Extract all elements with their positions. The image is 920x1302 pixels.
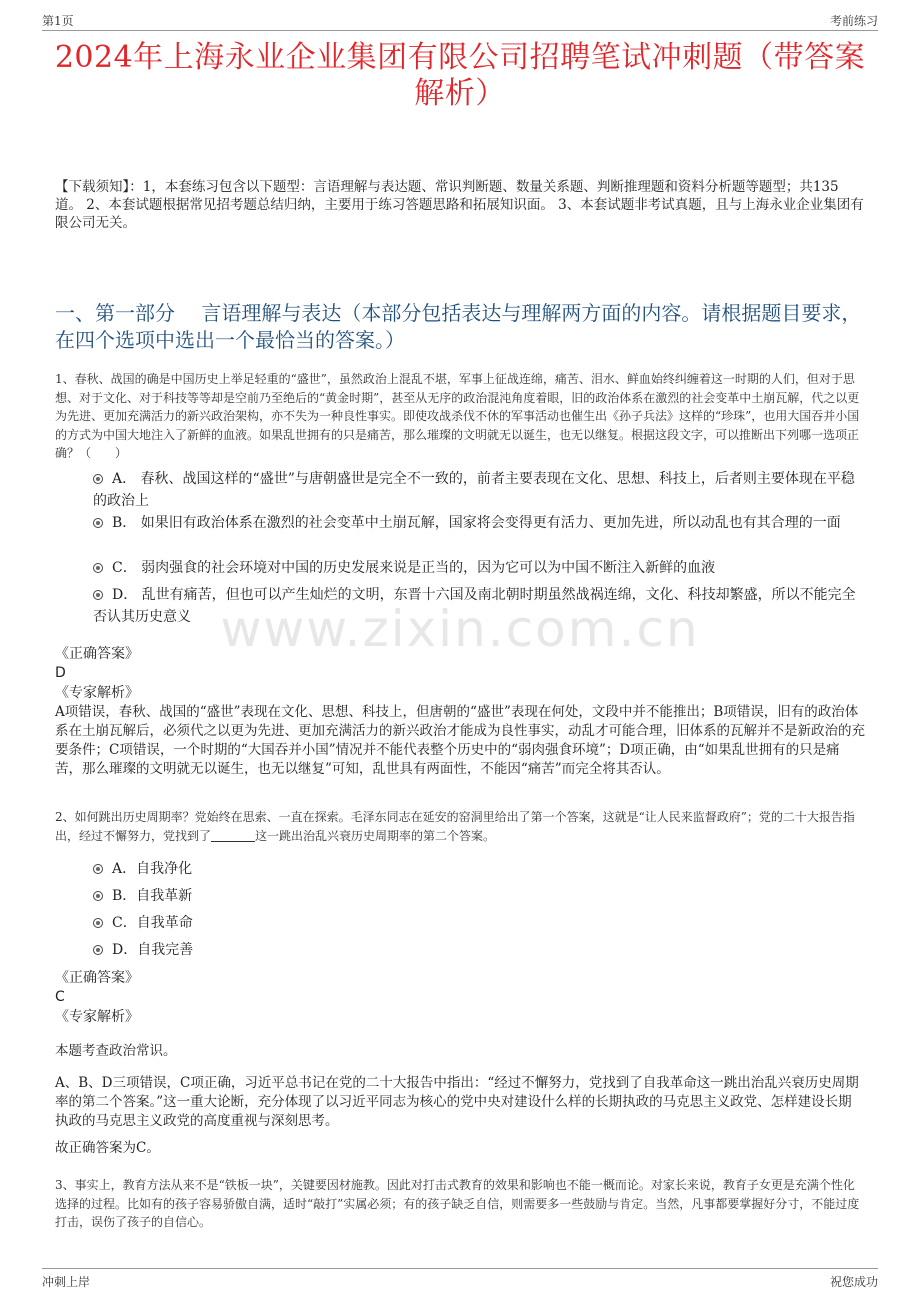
correct-answer: D (55, 665, 66, 681)
page-header (42, 8, 878, 31)
radio-icon[interactable] (93, 945, 103, 955)
footer-left: 冲刺上岸 (42, 1275, 91, 1289)
radio-icon[interactable] (93, 918, 103, 928)
analysis-text: A、B、D三项错误，C项正确，习近平总书记在党的二十大报告中指出：“经过不懈努力，党找到了自我革命这一跳出治乱兴衰历史周期率的第二个答案。”这一重大论断，充分体现了以习近平同志为核心的党中央对建设什么样的长期执政的马克思主义政党、怎样建设长期执政的马克思主义政党的高度重视与深刻思考。 (55, 1075, 859, 1129)
question-2-option-d[interactable]: D．自我完善 (93, 939, 865, 961)
question-1-option-a[interactable]: A． 春秋、战国这样的“盛世”与唐朝盛世是完全不一致的，前者主要表现在文化、思想、科技上，后者则主要体现在平稳的政治上 (93, 471, 855, 509)
question-3-stem: 3、事实上，教育方法从来不是“铁板一块”，关键要因材施教。因此对打击式教育的效果和影响也不能一概而论。对家长来说，教育子女更是充满个性化选择的过程。比如有的孩子容易骄傲自满，适时“敲打”实属必须；有的孩子缺乏自信，则需要多一些鼓励与肯定。当然，凡事都要掌握好分寸，不能过度打击，误伤了孩子的自信心。 (55, 1178, 860, 1229)
radio-icon[interactable] (93, 474, 103, 484)
analysis-label: 《专家解析》 (55, 1009, 139, 1025)
radio-icon[interactable] (93, 864, 103, 874)
question-1-option-b[interactable]: B． 如果旧有政治体系在激烈的社会变革中土崩瓦解，国家将会变得更有活力、更加先进，所以动乱也有其合理的一面 (93, 512, 865, 534)
document-title: 2024年上海永业企业集团有限公司招聘笔试冲刺题（带答案解析） (54, 40, 866, 111)
header-label: 考前练习 (829, 14, 878, 28)
watermark: www.zixin.com.cn (220, 600, 700, 658)
question-1-option-c[interactable]: C． 弱肉强食的社会环境对中国的历史发展来说是正当的，因为它可以为中国不断注入新鲜的血液 (93, 557, 865, 579)
question-1-stem: 1、春秋、战国的确是中国历史上举足轻重的“盛世”，虽然政治上混乱不堪，军事上征战连绵，痛苦、泪水、鲜血始终纠缠着这一时期的人们，但对于思想、对于文化、对于科技等等却是空前乃至绝后的“黄金时期”，甚至从无序的政治混沌角度着眼，旧的政治体系在激烈的社会变革中土崩瓦解，代之以更为先进、更加充满活力的新兴政治架构，亦不失为一种良性事实。即使攻战杀伐不休的军事活动也催生出《孙子兵法》这样的“珍珠”，也用大国吞并小国的方式为中国大地注入了新鲜的血液。如果乱世拥有的只是痛苦，那么璀璨的文明就无以诞生，也无以继复。根据这段文字，可以推断出下列哪一选项正确？（ ） (55, 372, 860, 460)
page-footer (42, 1268, 878, 1293)
radio-icon[interactable] (93, 518, 103, 528)
question-2-option-b[interactable]: B．自我革新 (93, 885, 865, 907)
section-heading: 一、第一部分 言语理解与表达（本部分包括表达与理解两方面的内容。请根据题目要求，在四个选项中选出一个最恰当的答案。） (55, 301, 862, 352)
analysis-label: 《专家解析》 (55, 685, 139, 701)
analysis-text: 本题考查政治常识。 (55, 1043, 177, 1059)
radio-icon[interactable] (93, 590, 103, 600)
radio-icon[interactable] (93, 563, 103, 573)
correct-answer: C (55, 989, 65, 1005)
fill-blank (211, 829, 255, 842)
answer-label: 《正确答案》 (55, 970, 139, 986)
analysis-text: A项错误，春秋、战国的“盛世”表现在文化、思想、科技上，但唐朝的“盛世”表现在何处，文段中并不能推出；B项错误，旧有的政治体系在土崩瓦解后，必须代之以更为先进、更加充满活力的新兴政治才能成为良性事实，动乱才可能合理，旧体系的瓦解并不是新政治的充要条件；C项错误，一个时期的“大国吞并小国”情况并不能代表整个历史中的“弱肉强食环境”；D项正确，由“如果乱世拥有的只是痛苦，那么璀璨的文明就无以诞生，也无以继复”可知，乱世具有两面性，不能因“痛苦”而完全将其否认。 (55, 704, 865, 777)
answer-label: 《正确答案》 (55, 646, 139, 662)
analysis-text: 故正确答案为C。 (55, 1140, 160, 1156)
question-2-option-a[interactable]: A．自我净化 (93, 858, 865, 880)
question-2-option-c[interactable]: C．自我革命 (93, 912, 865, 934)
radio-icon[interactable] (93, 891, 103, 901)
question-2-stem: 2、如何跳出历史周期率？党始终在思索、一直在探索。毛泽东同志在延安的窑洞里给出了第一个答案，这就是“让人民来监督政府”；党的二十大报告指出，经过不懈努力，党找到了 这一跳出治乱兴衰历史周期率的第二个答案。 (55, 810, 855, 843)
question-1-option-d[interactable]: D． 乱世有痛苦，但也可以产生灿烂的文明，东晋十六国及南北朝时期虽然战祸连绵，文化、科技却繁盛，所以不能完全否认其历史意义 (93, 587, 856, 625)
download-notice: 【下载须知】：1，本套练习包含以下题型：言语理解与表达题、常识判断题、数量关系题、判断推理题和资料分析题等题型；共135道。 2、本套试题根据常见招考题总结归纳，主要用于练习答题思路和拓展知识面。 3、本套试题非考试真题，且与上海永业企业集团有限公司无关。 (55, 179, 864, 231)
page-number: 第1页 (42, 14, 74, 28)
footer-right: 祝您成功 (829, 1275, 878, 1289)
